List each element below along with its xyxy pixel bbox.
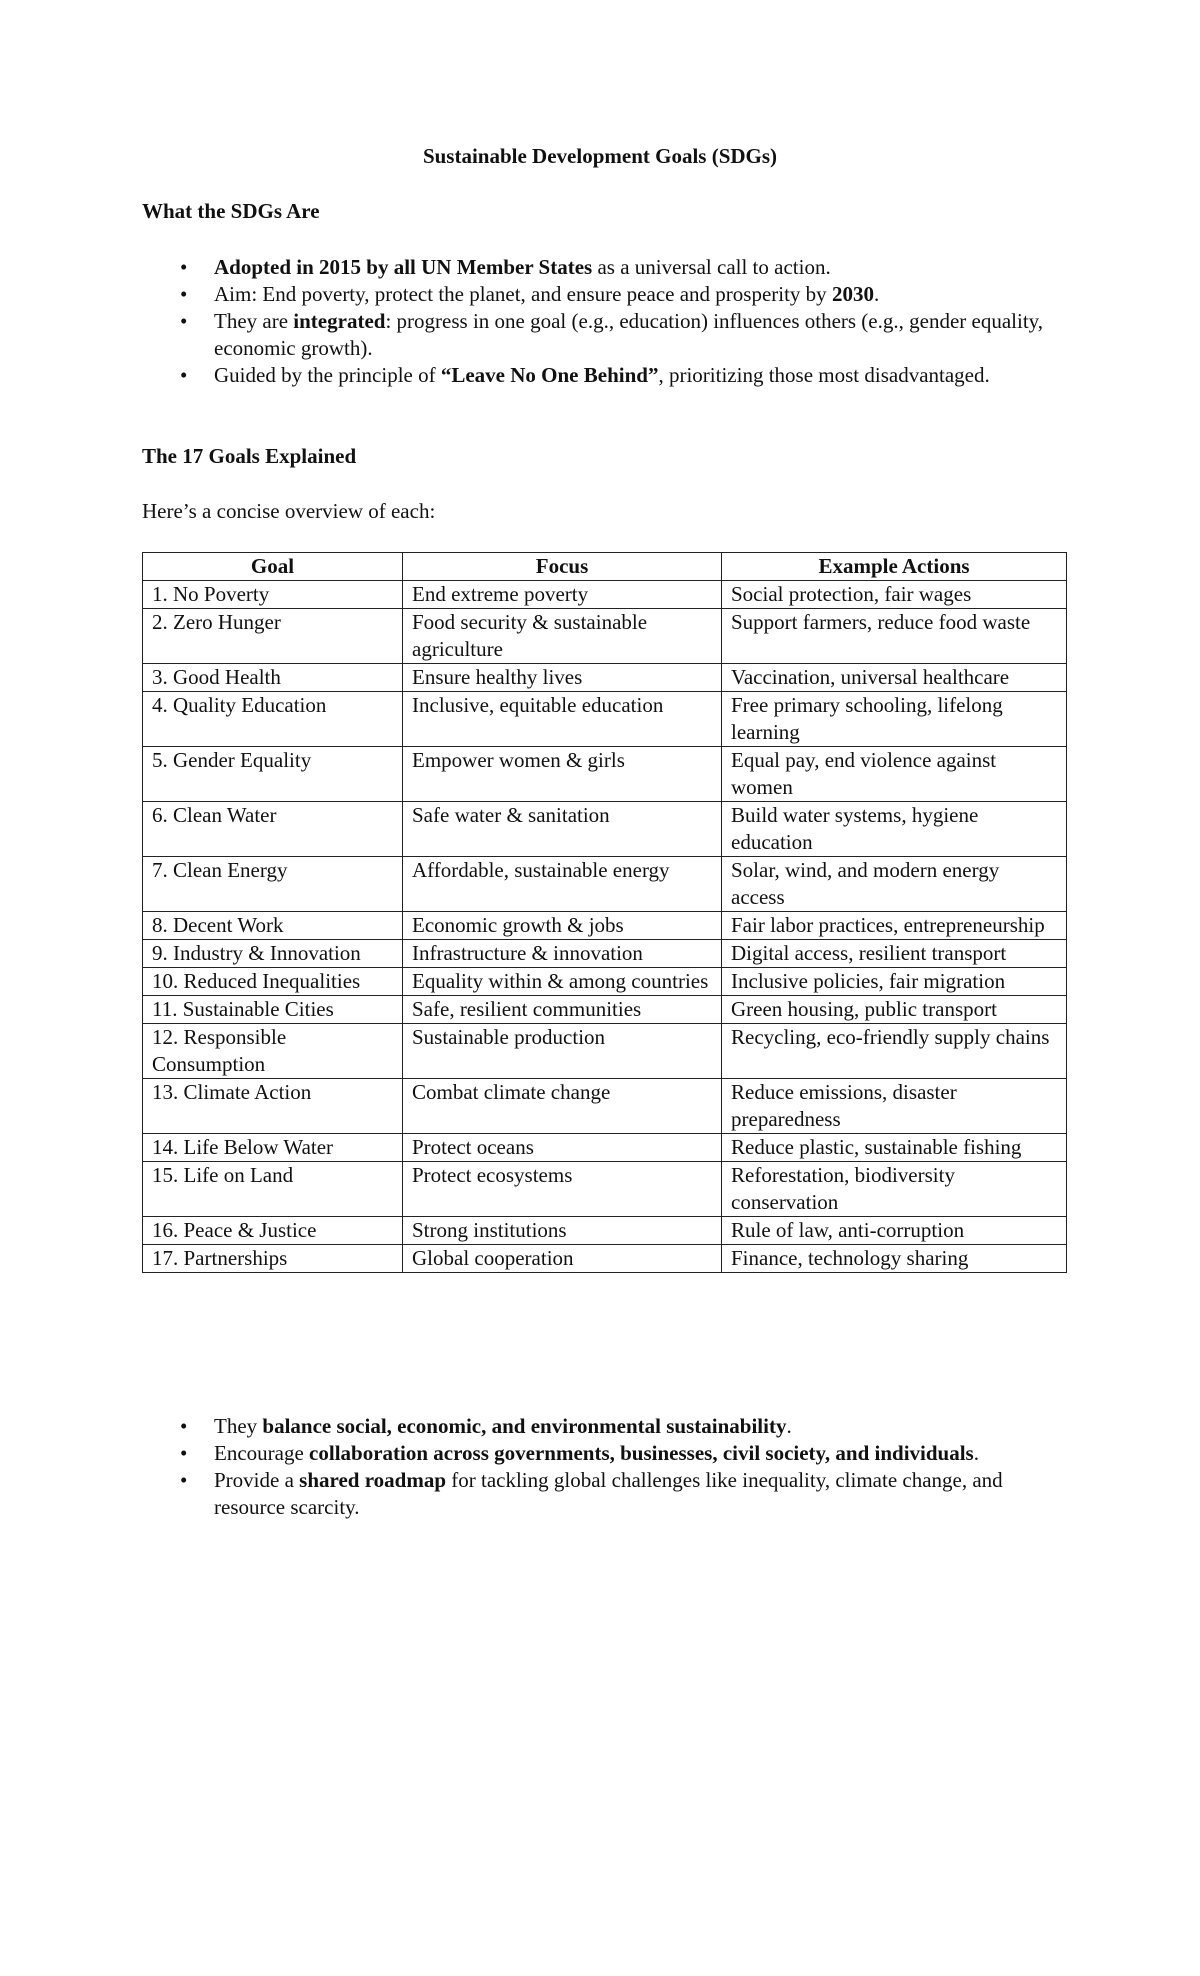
table-row bbox=[143, 692, 1067, 747]
bullet-item bbox=[142, 1467, 1072, 1521]
bullet-bold-text: integrated bbox=[293, 309, 386, 333]
table-row bbox=[143, 1245, 1067, 1273]
focus-cell: Equality within & among countries bbox=[403, 968, 722, 996]
focus-cell: Safe water & sanitation bbox=[403, 802, 722, 857]
header-focus: Focus bbox=[403, 553, 722, 581]
focus-cell: Strong institutions bbox=[403, 1217, 722, 1245]
bullet-text: . bbox=[973, 1441, 979, 1465]
bullet-item bbox=[142, 1440, 1072, 1467]
table-row bbox=[143, 996, 1067, 1024]
goal-cell: 7. Clean Energy bbox=[143, 857, 403, 912]
example-actions-cell: Fair labor practices, entrepreneurship bbox=[722, 912, 1067, 940]
bullet-item bbox=[142, 1413, 1072, 1440]
bullet-bold-text: shared roadmap bbox=[299, 1468, 446, 1492]
goal-cell: 2. Zero Hunger bbox=[143, 609, 403, 664]
table-row bbox=[143, 857, 1067, 912]
bullet-bold-text: 2030 bbox=[831, 282, 874, 306]
bullet-text: Encourage bbox=[214, 1441, 310, 1465]
example-actions-cell: Reforestation, biodiversity conservation bbox=[722, 1162, 1067, 1217]
table-row bbox=[143, 912, 1067, 940]
goal-cell: 13. Climate Action bbox=[143, 1079, 403, 1134]
example-actions-cell: Vaccination, universal healthcare bbox=[722, 664, 1067, 692]
bullet-text: They bbox=[214, 1414, 263, 1438]
bullet-bold-text: balance social, economic, and environmental sustainability bbox=[262, 1414, 787, 1438]
focus-cell: Combat climate change bbox=[403, 1079, 722, 1134]
example-actions-cell: Inclusive policies, fair migration bbox=[722, 968, 1067, 996]
bullet-text: Provide a bbox=[214, 1468, 300, 1492]
example-actions-cell: Support farmers, reduce food waste bbox=[722, 609, 1067, 664]
table-row bbox=[143, 1162, 1067, 1217]
table-row bbox=[143, 968, 1067, 996]
goal-cell: 1. No Poverty bbox=[143, 581, 403, 609]
header-goal: Goal bbox=[143, 553, 403, 581]
goal-cell: 11. Sustainable Cities bbox=[143, 996, 403, 1024]
bullet-bold-text: collaboration across governments, businesses, civil society, and individuals bbox=[309, 1441, 974, 1465]
bullet-item bbox=[142, 281, 1072, 308]
goal-cell: 14. Life Below Water bbox=[143, 1134, 403, 1162]
example-actions-cell: Recycling, eco-friendly supply chains bbox=[722, 1024, 1067, 1079]
bullet-text: . bbox=[873, 282, 880, 306]
focus-cell: Protect oceans bbox=[403, 1134, 722, 1162]
example-actions-cell: Digital access, resilient transport bbox=[722, 940, 1067, 968]
goal-cell: 12. Responsible Consumption bbox=[143, 1024, 403, 1079]
goal-cell: 6. Clean Water bbox=[143, 802, 403, 857]
bullet-text: as a universal call to action. bbox=[592, 255, 831, 279]
example-actions-cell: Free primary schooling, lifelong learning bbox=[722, 692, 1067, 747]
example-actions-cell: Finance, technology sharing bbox=[722, 1245, 1067, 1273]
focus-cell: End extreme poverty bbox=[403, 581, 722, 609]
table-row bbox=[143, 664, 1067, 692]
bullet-item bbox=[142, 254, 1072, 281]
focus-cell: Inclusive, equitable education bbox=[403, 692, 722, 747]
goal-cell: 8. Decent Work bbox=[143, 912, 403, 940]
section-heading-17-goals: The 17 Goals Explained bbox=[142, 444, 357, 468]
table-row bbox=[143, 581, 1067, 609]
bullet-text: , prioritizing those most disadvantaged. bbox=[658, 363, 990, 387]
focus-cell: Protect ecosystems bbox=[403, 1162, 722, 1217]
goal-cell: 4. Quality Education bbox=[143, 692, 403, 747]
focus-cell: Global cooperation bbox=[403, 1245, 722, 1273]
example-actions-cell: Reduce emissions, disaster preparedness bbox=[722, 1079, 1067, 1134]
focus-cell: Affordable, sustainable energy bbox=[403, 857, 722, 912]
table-row bbox=[143, 1079, 1067, 1134]
sdg-overview-bullet-list bbox=[142, 254, 1072, 389]
goal-cell: 9. Industry & Innovation bbox=[143, 940, 403, 968]
goal-cell: 17. Partnerships bbox=[143, 1245, 403, 1273]
table-header-row bbox=[143, 553, 1067, 581]
sdg-goals-table bbox=[142, 552, 1067, 1273]
bullet-text: Aim: End poverty, protect the planet, and ensure peace and prosperity by bbox=[214, 282, 832, 306]
table-body bbox=[143, 581, 1067, 1273]
section-heading-what-sdgs-are: What the SDGs Are bbox=[142, 199, 320, 223]
table-row bbox=[143, 609, 1067, 664]
goal-cell: 15. Life on Land bbox=[143, 1162, 403, 1217]
sdg-summary-bullet-list bbox=[142, 1413, 1072, 1521]
example-actions-cell: Rule of law, anti-corruption bbox=[722, 1217, 1067, 1245]
table-row bbox=[143, 747, 1067, 802]
focus-cell: Safe, resilient communities bbox=[403, 996, 722, 1024]
focus-cell: Ensure healthy lives bbox=[403, 664, 722, 692]
table-row bbox=[143, 802, 1067, 857]
table-row bbox=[143, 1024, 1067, 1079]
example-actions-cell: Green housing, public transport bbox=[722, 996, 1067, 1024]
bullet-text: They are bbox=[214, 309, 294, 333]
focus-cell: Empower women & girls bbox=[403, 747, 722, 802]
goal-cell: 16. Peace & Justice bbox=[143, 1217, 403, 1245]
example-actions-cell: Social protection, fair wages bbox=[722, 581, 1067, 609]
bullet-item bbox=[142, 308, 1072, 362]
bullet-bold-text: Adopted in 2015 by all UN Member States bbox=[214, 255, 593, 279]
focus-cell: Economic growth & jobs bbox=[403, 912, 722, 940]
goal-cell: 10. Reduced Inequalities bbox=[143, 968, 403, 996]
bullet-text: Guided by the principle of bbox=[214, 363, 441, 387]
table-intro-text: Here’s a concise overview of each: bbox=[142, 499, 436, 523]
header-example-actions: Example Actions bbox=[722, 553, 1067, 581]
table-row bbox=[143, 1134, 1067, 1162]
bullet-text: . bbox=[786, 1414, 792, 1438]
table-row bbox=[143, 940, 1067, 968]
table-row bbox=[143, 1217, 1067, 1245]
focus-cell: Sustainable production bbox=[403, 1024, 722, 1079]
example-actions-cell: Equal pay, end violence against women bbox=[722, 747, 1067, 802]
example-actions-cell: Solar, wind, and modern energy access bbox=[722, 857, 1067, 912]
example-actions-cell: Reduce plastic, sustainable fishing bbox=[722, 1134, 1067, 1162]
bullet-text: for tackling global challenges like inequality, climate change, and resource scarcity. bbox=[214, 1468, 1003, 1519]
focus-cell: Infrastructure & innovation bbox=[403, 940, 722, 968]
focus-cell: Food security & sustainable agriculture bbox=[403, 609, 722, 664]
bullet-bold-text: “Leave No One Behind” bbox=[440, 363, 659, 387]
document-title: Sustainable Development Goals (SDGs) bbox=[422, 144, 778, 168]
bullet-item bbox=[142, 362, 1072, 389]
goal-cell: 3. Good Health bbox=[143, 664, 403, 692]
goal-cell: 5. Gender Equality bbox=[143, 747, 403, 802]
bullet-text: : progress in one goal (e.g., education) influences others (e.g., gender equality, economic growth). bbox=[214, 309, 1044, 360]
example-actions-cell: Build water systems, hygiene education bbox=[722, 802, 1067, 857]
